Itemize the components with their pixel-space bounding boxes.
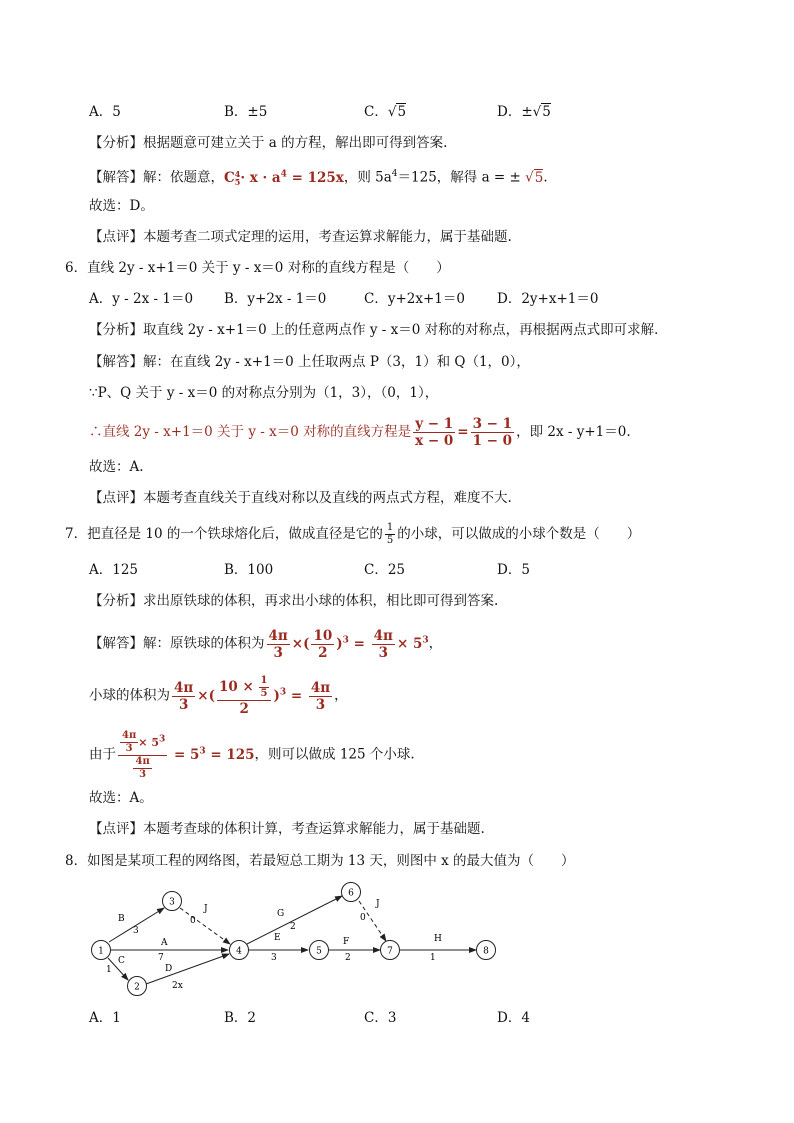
edge-weight-j1: 0 (190, 916, 196, 926)
q5-choice: 故选：D。 (89, 198, 154, 214)
q8-option-a: A．1 (89, 1010, 121, 1026)
q5-solution: 【解答】解：依题意，C 4 5 · $x \cdot a^4 = 125x$，则 $5a^4=125$，解得 a = ± √5. (89, 169, 548, 187)
q7-solution-1: 【解答】解：原铁球的体积为 $\frac{4\pi}{3}$ ×( $\frac{10}{2}$ )$^3$ = $\frac{4\pi}{3}$ × $5^3$， (89, 627, 443, 661)
svg-text:2: 2 (134, 982, 140, 993)
edge-weight-f: 2 (345, 953, 351, 963)
q6-stem: 6．直线 2y - x+1＝0 关于 y - x＝0 对称的直线方程是（ ） (65, 260, 450, 276)
svg-text:1: 1 (98, 946, 104, 957)
node-4 (230, 941, 249, 960)
q8-network-diagram (80, 876, 510, 1006)
q8-stem: 8．如图是某项工程的网络图，若最短总工期为 13 天，则图中 x 的最大值为（ ） (65, 853, 575, 869)
q7-comment: 【点评】本题考查球的体积计算，考查运算求解能力，属于基础题. (89, 821, 485, 837)
q7-analysis: 【分析】求出原铁球的体积，再求出小球的体积，相比即可得到答案. (89, 593, 499, 609)
edge-label-j2: J (376, 899, 380, 909)
q5-option-a: A．5 (89, 104, 121, 120)
q6-fraction-2: $\frac{3 - 1}{1 - 0}$ (472, 416, 513, 449)
edge-label-b: B (118, 914, 125, 924)
svg-text:6: 6 (348, 888, 354, 899)
q7-solution-3: 由于 $\frac{4\pi}{3}$ × $5^3$ $\frac{4\pi}{3}$ = $5^3 = 125$，则可以做成 125 个小球. (89, 729, 415, 780)
q8-option-b: B．2 (224, 1010, 257, 1026)
edge-label-g: G (277, 909, 285, 919)
svg-text:8: 8 (483, 946, 489, 957)
q5-option-d: D．±√5 (497, 104, 551, 120)
q7-option-c: C．25 (364, 562, 406, 578)
q5-option-b: B．±5 (224, 104, 268, 120)
edge-weight-d: 2x (172, 981, 183, 991)
node-5 (310, 941, 329, 960)
node-2 (128, 977, 147, 996)
node-3 (163, 892, 182, 911)
node-1 (92, 941, 111, 960)
q6-solution-1: 【解答】解：在直线 2y - x+1＝0 上任取两点 P（3，1）和 Q（1，0）， (89, 354, 530, 370)
node-8 (477, 941, 496, 960)
node-6 (342, 883, 361, 902)
q5-option-c: C．√5 (364, 104, 407, 120)
edge-label-h: H (434, 934, 442, 944)
edge-label-e: E (274, 933, 281, 943)
q6-option-a: A．y - 2x - 1＝0 (89, 291, 194, 307)
q7-option-d: D．5 (497, 562, 530, 578)
q5-analysis: 【分析】根据题意可建立关于 a 的方程，解出即可得到答案. (89, 135, 448, 151)
q6-solution-2: ∵P、Q 关于 y - x＝0 的对称点分别为（1，3），（0，1）， (89, 385, 439, 401)
q6-comment: 【点评】本题考查直线关于直线对称以及直线的两点式方程，难度不大. (89, 490, 512, 506)
q7-option-a: A．125 (89, 562, 139, 578)
q6-fraction-1: $\frac{y - 1}{x - 0}$ (415, 416, 454, 449)
edge-weight-h: 1 (430, 953, 436, 963)
q7-option-b: B．100 (224, 562, 274, 578)
edge-weight-b: 3 (133, 926, 139, 936)
q7-solution-2: 小球的体积为 $\frac{4\pi}{3}$ ×( 10 × $\frac{1}{5}$ 2 )$^3$ = $\frac{4\pi}{3}$ ， (89, 675, 348, 717)
edge-weight-g: 2 (290, 922, 296, 932)
q7-choice: 故选：A。 (89, 790, 153, 806)
q5-comment: 【点评】本题考查二项式定理的运用，考查运算求解能力，属于基础题. (89, 229, 512, 245)
q6-option-d: D．2y+x+1＝0 (497, 291, 599, 307)
q7-stem: 7．把直径是 10 的一个铁球熔化后，做成直径是它的 $\frac{1}{5}$ 的小球，可以做成的小球个数是（ ） (65, 522, 641, 546)
svg-text:3: 3 (169, 897, 175, 908)
edge-label-f: F (343, 937, 350, 947)
q6-option-c: C．y+2x+1＝0 (364, 291, 465, 307)
q6-choice: 故选：A. (89, 459, 144, 475)
node-7 (381, 941, 400, 960)
q6-analysis: 【分析】取直线 2y - x+1＝0 上的任意两点作 y - x＝0 对称的对称点，再根据两点式即可求解． (89, 322, 668, 338)
edge-label-d: D (165, 964, 173, 974)
q8-option-d: D．4 (497, 1010, 530, 1026)
q6-option-b: B．y+2x - 1＝0 (224, 291, 327, 307)
svg-text:7: 7 (387, 946, 393, 957)
svg-text:4: 4 (236, 946, 242, 957)
edge-weight-j2: 0 (360, 913, 366, 923)
edge-weight-c: 1 (106, 965, 112, 975)
svg-text:5: 5 (316, 946, 322, 957)
edge-weight-e: 3 (271, 953, 277, 963)
edge-weight-a: 7 (158, 953, 164, 963)
q8-option-c: C．3 (364, 1010, 397, 1026)
edge-label-c: C (118, 956, 125, 966)
edge-4-6 (247, 896, 342, 944)
edge-label-a: A (161, 938, 168, 948)
edge-label-j1: J (204, 904, 208, 914)
q6-solution-3: ∴直线 2y - x+1＝0 关于 y - x＝0 对称的直线方程是 $\frac{y - 1}{x - 0}$ = $\frac{3 - 1}{1 - 0}$ ，即 2x - y+1＝0. (89, 416, 631, 449)
